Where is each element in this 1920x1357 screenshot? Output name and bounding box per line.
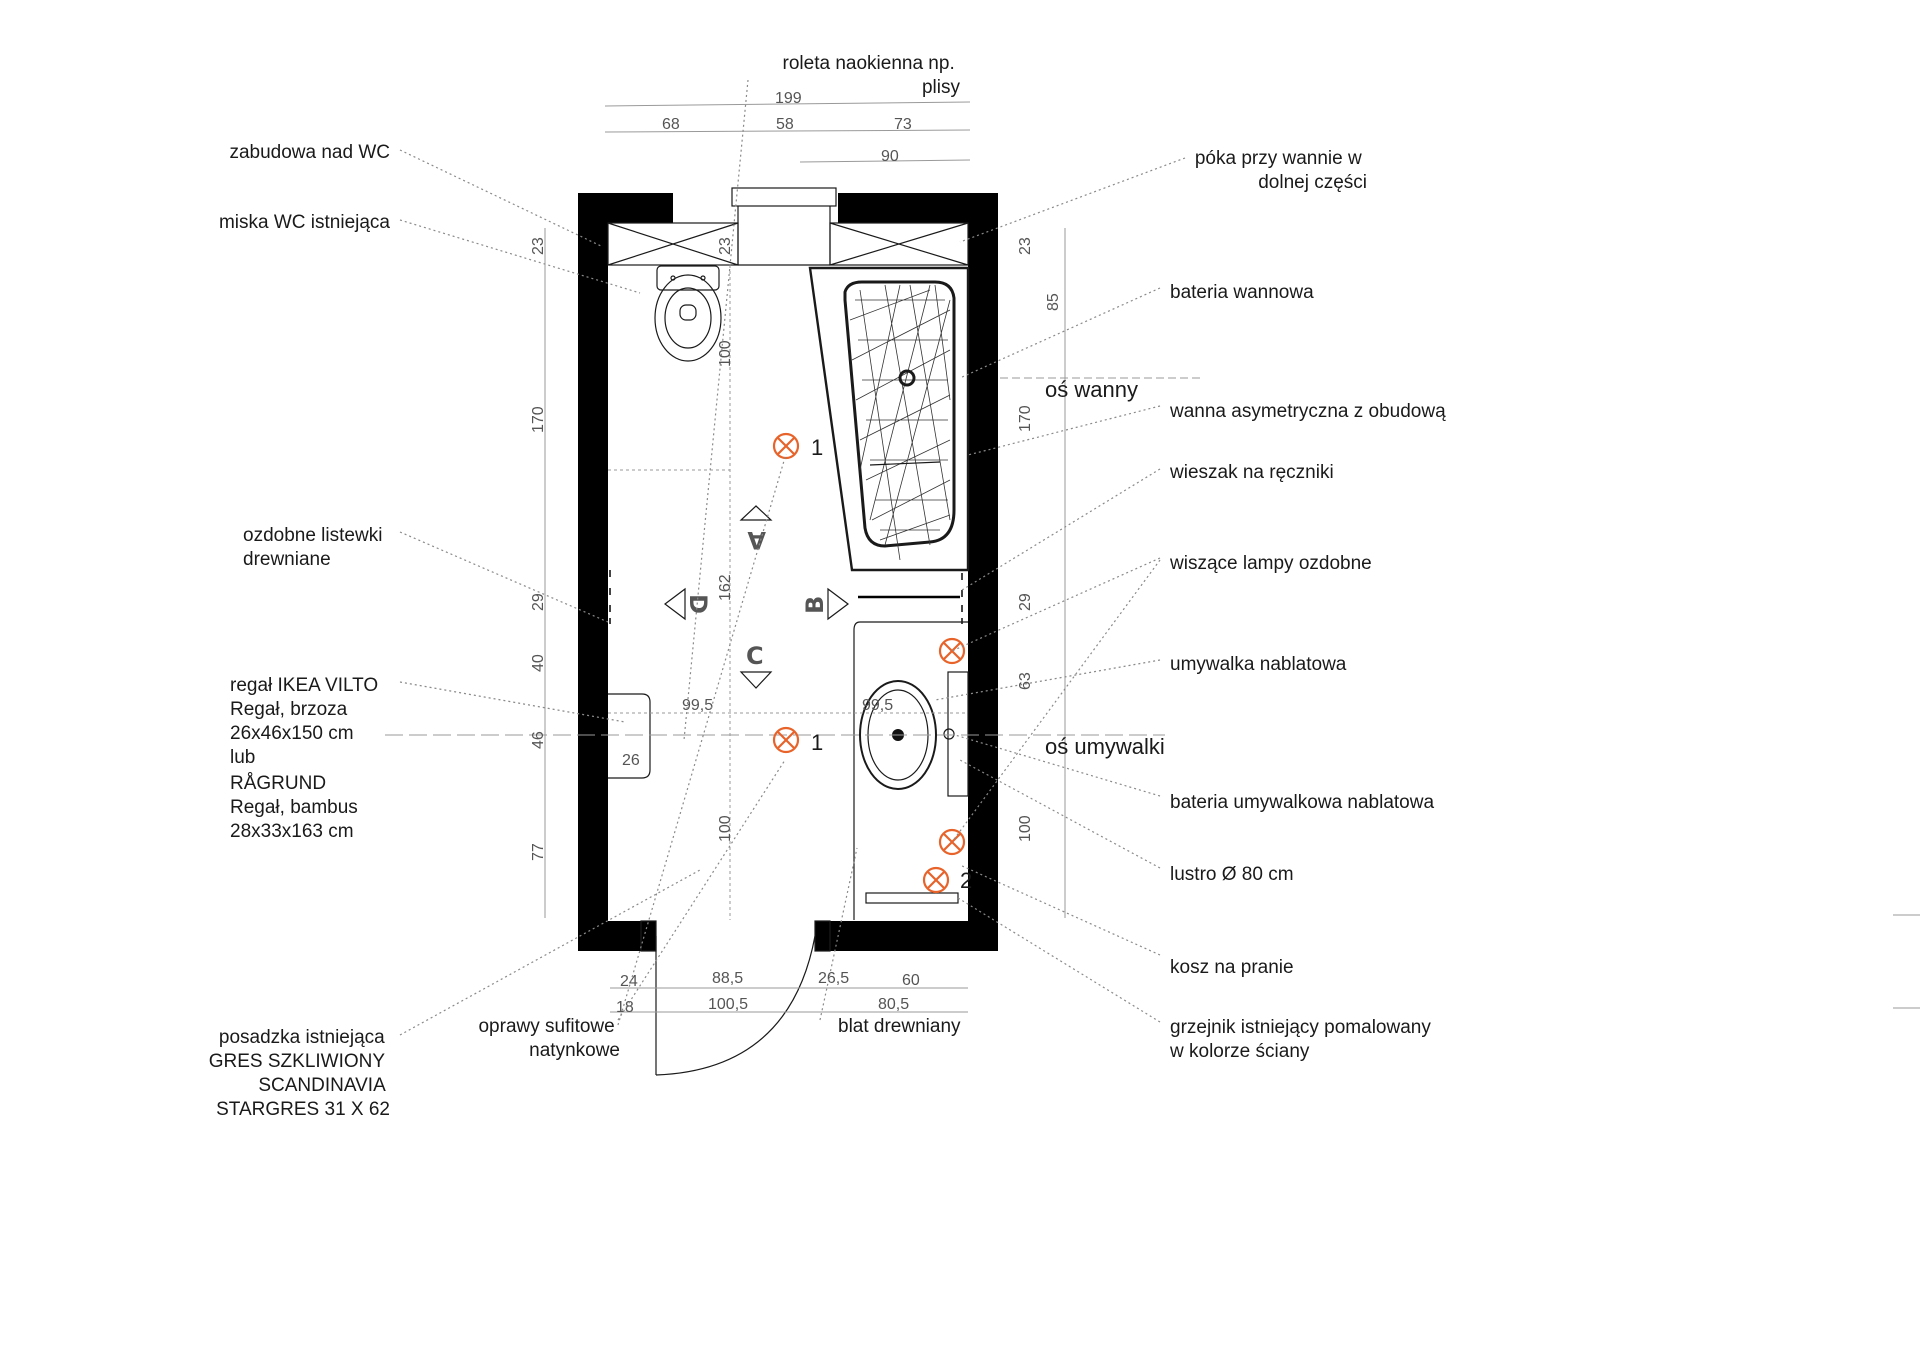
- counter-outline: [854, 622, 968, 920]
- view-arrow-d-icon: [665, 589, 685, 619]
- walls: [578, 193, 998, 951]
- window-frame: [732, 188, 836, 206]
- dim-right: 85: [1045, 293, 1062, 311]
- towel-rack: [610, 570, 962, 624]
- label-posadzka: posadzka istniejąca GRES SZKLIWIONY SCANDINAVIA STARGRES 31 X 62: [208, 1027, 390, 1120]
- lamp-icon: [774, 434, 798, 458]
- dim-bottom: 100,5: [708, 996, 749, 1013]
- label-oprawy: oprawy sufitowe natynkowe: [478, 1016, 620, 1061]
- view-label-b: B: [801, 595, 829, 614]
- dim-left: 46: [530, 731, 547, 749]
- dim-right: 29: [1017, 593, 1034, 611]
- lamp-icon: [924, 868, 948, 892]
- dim-inner: 26: [622, 752, 640, 769]
- view-label-c: C: [746, 642, 764, 670]
- view-arrow-c-icon: [741, 672, 771, 688]
- label-roleta: roleta naokienna np. plisy: [782, 53, 960, 98]
- dim-bottom: 80,5: [878, 996, 910, 1013]
- dim-inner: 23: [717, 237, 734, 255]
- label-wieszak: wieszak na ręczniki: [1170, 462, 1334, 483]
- vanity-counter: [854, 622, 968, 920]
- label-kosz: kosz na pranie: [1170, 957, 1294, 978]
- dim-left: 170: [530, 406, 547, 433]
- label-umywalka: umywalka nablatowa: [1170, 654, 1347, 675]
- axis-bath-label: oś wanny: [1045, 377, 1138, 402]
- dim-bottom: 26,5: [818, 970, 850, 987]
- window: [732, 188, 836, 265]
- axis-sink-label: oś umywalki: [1045, 734, 1165, 759]
- wall-right: [968, 193, 998, 951]
- dim-bottom: 24: [620, 973, 638, 990]
- dim-top-right: 73: [894, 116, 912, 133]
- wall-bottom-right: [815, 921, 998, 951]
- lamp-icon: [940, 639, 964, 663]
- dim-bottom: 18: [616, 999, 634, 1016]
- dim-top-bath: 90: [881, 148, 899, 165]
- bathtub: [810, 268, 968, 570]
- faucet-icon: [944, 729, 954, 739]
- dim-right: 170: [1017, 405, 1034, 432]
- radiator: [866, 893, 958, 903]
- ceiling-lamps: [774, 434, 972, 893]
- dim-inner: 99,5: [862, 697, 894, 714]
- leader-lines: [400, 80, 1185, 1035]
- lamp-number: 1: [811, 435, 824, 460]
- lamp-number: 1: [811, 730, 824, 755]
- wc-bowl: [655, 266, 721, 361]
- dim-right: 63: [1017, 672, 1034, 690]
- dim-right: 23: [1017, 237, 1034, 255]
- dim-right: 100: [1017, 815, 1034, 842]
- view-arrow-b-icon: [828, 589, 848, 619]
- label-bateria-wannowa: bateria wannowa: [1170, 282, 1314, 303]
- label-grzejnik: grzejnik istniejący pomalowany w kolorze ściany: [1170, 1017, 1431, 1062]
- label-polka: póka przy wannie w dolnej części: [1194, 148, 1367, 193]
- label-zabudowa: zabudowa nad WC: [229, 142, 390, 163]
- wall-top-left: [578, 193, 673, 223]
- label-blat: blat drewniany: [838, 1016, 961, 1037]
- label-miska-wc: miska WC istniejąca: [218, 212, 390, 233]
- dim-left: 29: [530, 593, 547, 611]
- dim-left: 23: [530, 237, 547, 255]
- dim-top-total: 199: [775, 90, 802, 107]
- wall-top-right: [838, 193, 998, 223]
- wall-cabinets: [608, 223, 968, 265]
- dim-top-mid: 58: [776, 116, 794, 133]
- view-label-d: D: [684, 594, 712, 614]
- label-bateria-umywalkowa: bateria umywalkowa nablatowa: [1170, 792, 1435, 813]
- label-regal: regał IKEA VILTO Regał, brzoza 26x46x150 cm lub RÅGRUND Regał, bambus 28x33x163 cm: [230, 675, 379, 842]
- dim-bottom: 60: [902, 972, 920, 989]
- view-arrow-a-icon: [741, 506, 771, 520]
- dim-left: 77: [530, 843, 547, 861]
- mirror: [948, 672, 968, 796]
- wall-bottom-left: [578, 921, 656, 951]
- lamp-number: 2: [960, 868, 973, 893]
- dim-inner: 100: [717, 815, 734, 842]
- wall-left: [578, 193, 608, 951]
- dim-inner: 99,5: [682, 697, 714, 714]
- dim-inner: 162: [717, 574, 734, 601]
- dim-left: 40: [530, 654, 547, 672]
- label-lustro: lustro Ø 80 cm: [1170, 864, 1294, 885]
- dim-bottom: 88,5: [712, 970, 744, 987]
- label-wanna: wanna asymetryczna z obudową: [1170, 401, 1446, 422]
- label-lampy: wiszące lampy ozdobne: [1170, 553, 1372, 574]
- dim-top-left: 68: [662, 116, 680, 133]
- label-listewki: ozdobne listewki drewniane: [243, 525, 383, 570]
- axes: [385, 265, 1200, 920]
- dim-inner: 100: [717, 340, 734, 367]
- lamp-icon: [774, 728, 798, 752]
- view-label-a: A: [747, 526, 766, 554]
- view-markers: [665, 506, 848, 688]
- bathtub-basin: [845, 282, 954, 546]
